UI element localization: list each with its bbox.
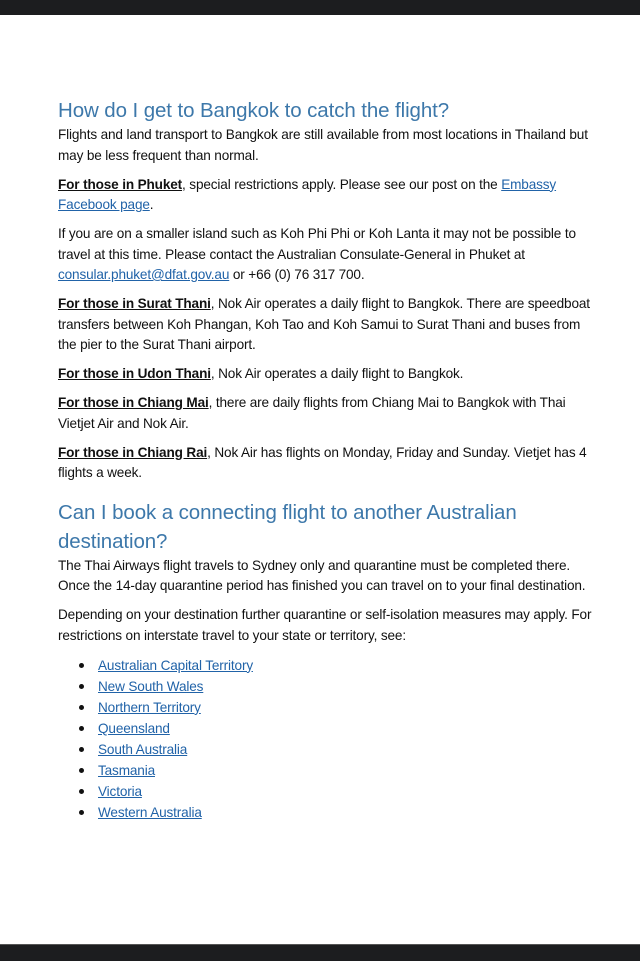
top-bar <box>0 0 640 15</box>
list-item <box>98 781 598 802</box>
surat-text: , Nok Air operates a daily flight to Bangkok. There are speedboat transfers between Koh Phangan, Koh Tao and Koh Samui to Surat Thani and buses from the pier to the Surat Thani airport. <box>58 296 590 352</box>
islands-paragraph <box>58 224 598 286</box>
bullet-icon <box>79 747 84 752</box>
bullet-icon <box>79 705 84 710</box>
consulate-email-link[interactable]: consular.phuket@dfat.gov.au <box>58 267 230 282</box>
list-item <box>98 739 598 760</box>
surat-paragraph <box>58 294 598 356</box>
islands-end: or +66 (0) 76 317 700. <box>229 267 365 282</box>
phuket-text: , special restrictions apply. Please see our post on the <box>182 176 502 192</box>
state-link-nsw[interactable]: New South Wales <box>98 678 204 694</box>
state-link-wa[interactable]: Western Australia <box>98 805 202 821</box>
phuket-lead: For those in Phuket <box>58 176 183 192</box>
list-item <box>98 802 598 823</box>
heading-connecting-flight: Can I book a connecting flight to another Australian destination? <box>58 500 517 553</box>
heading-get-to-bangkok: How do I get to Bangkok to catch the flight? <box>58 99 450 122</box>
chiangmai-lead: For those in Chiang Mai <box>58 395 209 410</box>
udon-text: , Nok Air operates a daily flight to Bangkok. <box>210 366 464 381</box>
phuket-paragraph <box>58 175 598 216</box>
bullet-icon <box>79 684 84 689</box>
list-item <box>98 676 598 697</box>
states-list <box>58 655 598 824</box>
chiangmai-paragraph <box>58 393 598 434</box>
sydney-paragraph: The Thai Airways flight travels to Sydney only and quarantine must be completed there. Once the 14-day quarantine period has finished you can travel on to your final destination. <box>58 557 586 593</box>
state-link-sa[interactable]: South Australia <box>98 741 188 757</box>
chiangrai-text: , Nok Air has flights on Monday, Friday and Sunday. Vietjet has 4 flights a week. <box>58 444 587 480</box>
chiangrai-paragraph <box>58 443 598 484</box>
embassy-facebook-link[interactable]: Embassy Facebook page <box>58 176 557 212</box>
bullet-icon <box>79 768 84 773</box>
intro-paragraph: Flights and land transport to Bangkok are still available from most locations in Thailand but may be less frequent than normal. <box>58 127 588 163</box>
restrictions-paragraph: Depending on your destination further quarantine or self-isolation measures may apply. For restrictions on interstate travel to your state or territory, see: <box>58 607 592 643</box>
surat-lead: For those in Surat Thani <box>58 296 211 311</box>
bullet-icon <box>79 810 84 815</box>
list-item <box>98 697 598 718</box>
bottom-bar <box>0 944 640 961</box>
islands-text: If you are on a smaller island such as Koh Phi Phi or Koh Lanta it may not be possible to travel at this time. Please contact the Australian Consulate-General in Phuket at <box>58 226 576 262</box>
state-link-qld[interactable]: Queensland <box>98 720 170 736</box>
state-link-tas[interactable]: Tasmania <box>98 762 155 778</box>
document-content <box>58 96 598 823</box>
list-item <box>98 760 598 781</box>
state-link-act[interactable]: Australian Capital Territory <box>98 657 253 673</box>
state-link-nt[interactable]: Northern Territory <box>98 699 201 715</box>
state-link-vic[interactable]: Victoria <box>98 784 142 800</box>
udon-lead: For those in Udon Thani <box>58 366 211 381</box>
udon-paragraph <box>58 364 598 385</box>
chiangrai-lead: For those in Chiang Rai <box>58 444 208 460</box>
list-item <box>98 655 598 676</box>
list-item <box>98 718 598 739</box>
phuket-end: . <box>149 197 154 212</box>
bullet-icon <box>79 663 84 668</box>
chiangmai-text: , there are daily flights from Chiang Mai to Bangkok with Thai Vietjet Air and Nok Air. <box>58 395 566 431</box>
bullet-icon <box>79 789 84 794</box>
bullet-icon <box>79 726 84 731</box>
